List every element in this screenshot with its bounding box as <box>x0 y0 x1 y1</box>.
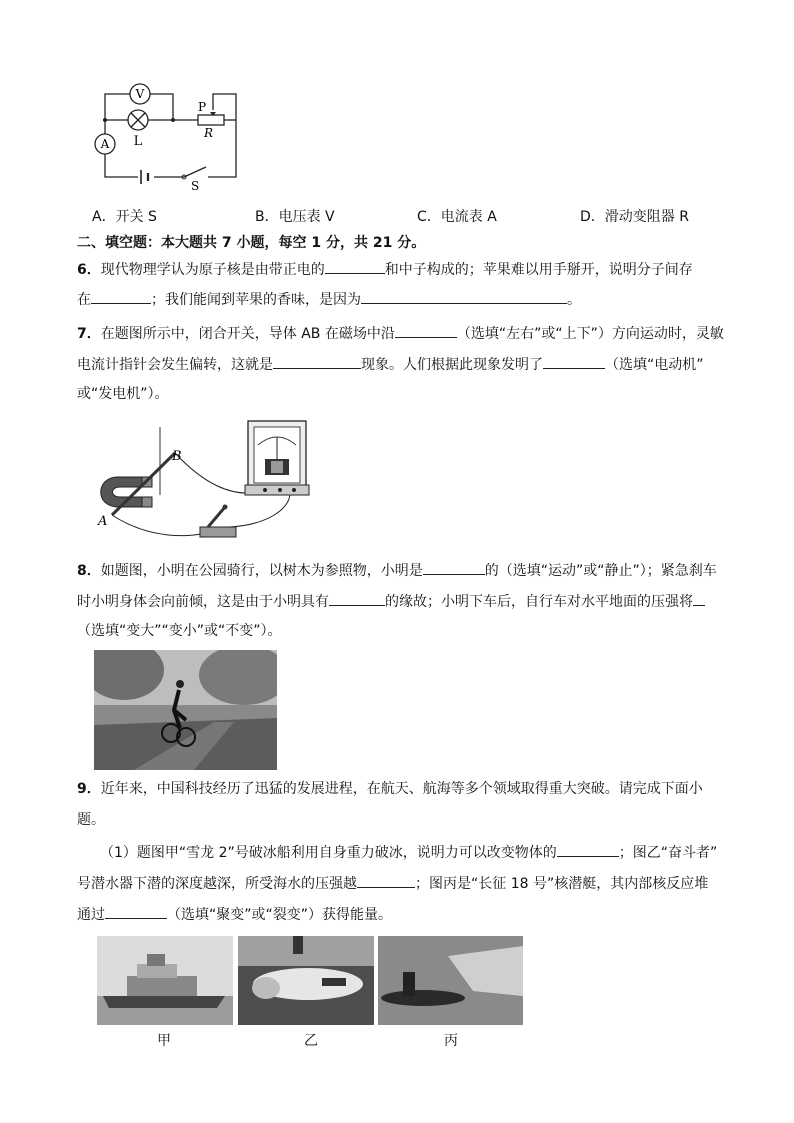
q8-blank-3[interactable] <box>693 591 705 606</box>
q9-number: 9． <box>77 781 101 797</box>
figure-label-a: A <box>98 514 108 529</box>
icebreaker-photo <box>97 936 233 1025</box>
figure-label-b: B <box>172 449 182 464</box>
q6-number: 6． <box>77 262 101 278</box>
q7-line-2: 电流计指针会发生偏转，这就是 现象。人们根据此现象发明了 （选填“电动机” <box>77 354 704 375</box>
q6-blank-2[interactable] <box>91 289 151 304</box>
caption-yi: 乙 <box>304 1033 318 1049</box>
circuit-diagram <box>88 82 248 192</box>
option-c[interactable]: C．电流表 A <box>417 209 497 225</box>
q6-blank-3[interactable] <box>361 289 567 304</box>
q7-blank-3[interactable] <box>543 354 605 369</box>
section-title: 二、填空题：本大题共 7 小题，每空 1 分，共 21 分。 <box>77 235 426 251</box>
q9-line-1: 9．近年来，中国科技经历了迅猛的发展进程，在航天、航海等多个领域取得重大突破。请完成下面小 <box>77 781 703 797</box>
option-b[interactable]: B．电压表 V <box>255 209 335 225</box>
q7-number: 7． <box>77 326 101 342</box>
switch-label: S <box>191 179 200 192</box>
q9-blank-1[interactable] <box>557 842 619 857</box>
q7-blank-2[interactable] <box>273 354 361 369</box>
q7-line-1: 7．在题图所示中，闭合开关，导体 AB 在磁场中沿 （选填“左右”或“上下”）方向运动时，灵敏 <box>77 323 724 344</box>
q8-number: 8． <box>77 563 101 579</box>
q9-blank-2[interactable] <box>357 873 415 888</box>
ammeter-label: A <box>100 137 110 151</box>
q6-line-2: 在 ；我们能闻到苹果的香味，是因为 。 <box>77 289 581 310</box>
q8-line-1: 8．如题图，小明在公园骑行，以树木为参照物，小明是 的（选填“运动”或“静止”）；紧急刹车 <box>77 560 717 581</box>
cyclist-photo <box>94 650 277 770</box>
q7-blank-1[interactable] <box>395 323 457 338</box>
q9-sub-line-3: 通过 （选填“聚变”或“裂变”）获得能量。 <box>77 904 392 925</box>
q9-sub-line-2: 号潜水器下潜的深度越深，所受海水的压强越 ；图丙是“长征 18 号”核潜艇，其内部核反应堆 <box>77 873 708 894</box>
q7-line-3: 或“发电机”）。 <box>77 386 169 402</box>
slider-label: P <box>198 100 207 114</box>
q6-line-1: 6．现代物理学认为原子核是由带正电的 和中子构成的；苹果难以用手掰开，说明分子间存 <box>77 259 693 280</box>
q9-sub-line-1: （1）题图甲“雪龙 2”号破冰船利用自身重力破冰，说明力可以改变物体的 ；图乙“奋斗者” <box>100 842 717 863</box>
q8-line-2: 时小明身体会向前倾，这是由于小明具有 的缘故；小明下车后，自行车对水平地面的压强将 <box>77 591 705 612</box>
caption-jia: 甲 <box>157 1033 171 1049</box>
q6-blank-1[interactable] <box>325 259 385 274</box>
submersible-photo <box>238 936 374 1025</box>
option-a[interactable]: A．开关 S <box>92 209 157 225</box>
rheostat-label: R <box>204 126 214 140</box>
lamp-label: L <box>133 134 143 149</box>
option-d[interactable]: D．滑动变阻器 R <box>580 209 689 225</box>
q8-blank-1[interactable] <box>423 560 485 575</box>
q8-blank-2[interactable] <box>329 591 385 606</box>
voltmeter-label: V <box>135 87 145 101</box>
induction-experiment-figure <box>90 415 315 550</box>
submarine-photo <box>378 936 523 1025</box>
caption-bing: 丙 <box>444 1033 458 1049</box>
q5-options <box>92 206 732 226</box>
q8-line-3: （选填“变大”“变小”或“不变”）。 <box>77 623 282 639</box>
q9-line-2: 题。 <box>77 812 105 828</box>
q9-blank-3[interactable] <box>105 904 167 919</box>
